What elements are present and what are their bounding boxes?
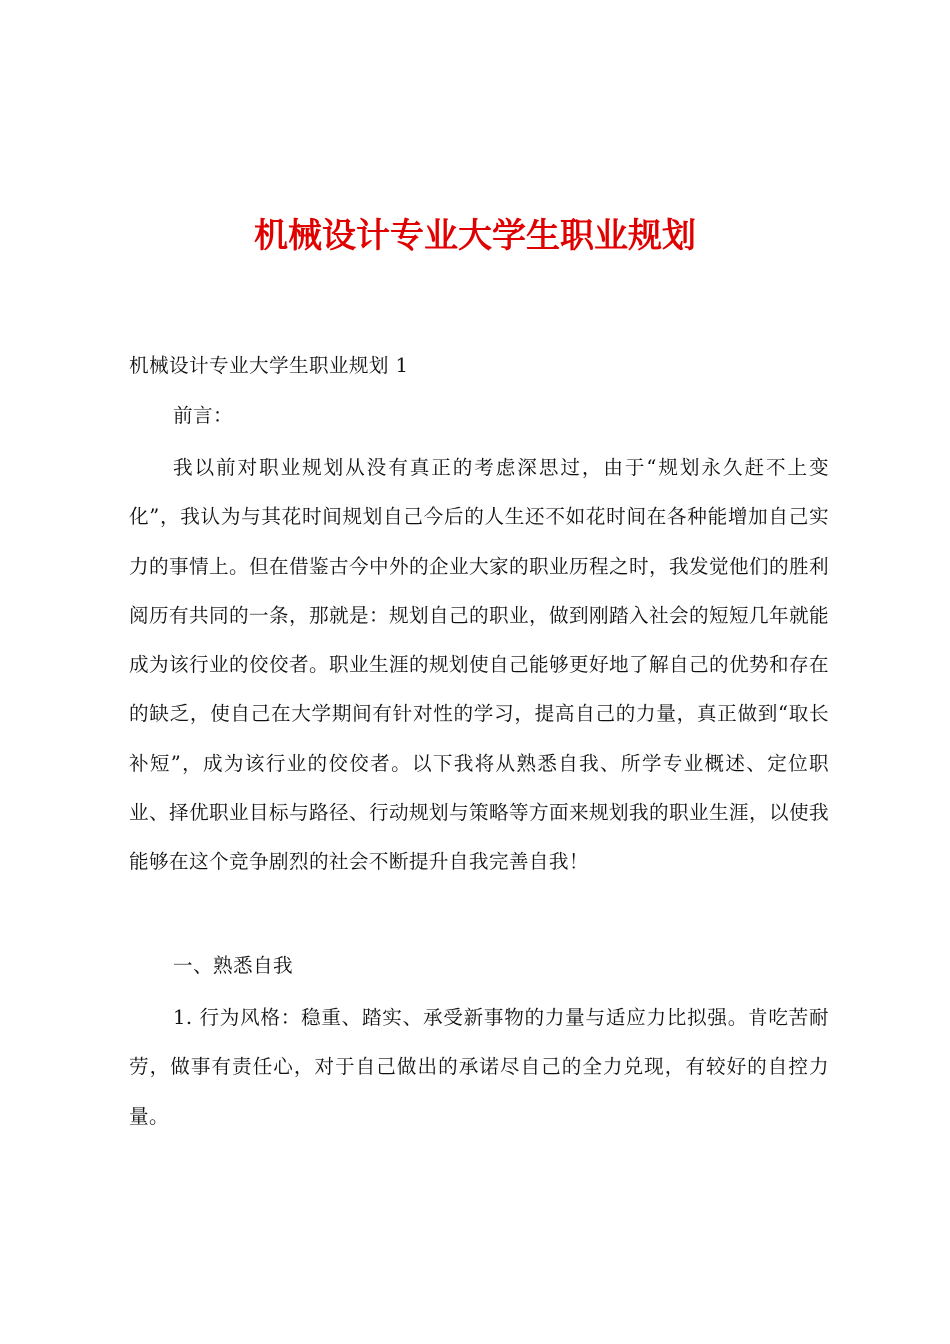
preface-label: 前言： [173,404,233,427]
section-heading: 一、熟悉自我 [173,954,293,977]
document-subtitle: 机械设计专业大学生职业规划 1 [129,354,409,377]
preface-paragraph: 我以前对职业规划从没有真正的考虑深思过，由于“规划永久赶不上变化”，我认为与其花时间规划自己今后的人生还不如花时间在各种能增加自己实力的事情上。但在借鉴古今中外的企业大家的职业历程之时，我发觉他们的胜利阅历有共同的一条，那就是：规划自己的职业，做到刚踏入社会的短短几年就能成为该行业的佼佼者。职业生涯的规划使自己能够更好地了解自己的优势和存在的缺乏，使自己在大学期间有针对性的学习，提高自己的力量，真正做到“取长补短”，成为该行业的佼佼者。以下我将从熟悉自我、所学专业概述、定位职业、择优职业目标与路径、行动规划与策略等方面来规划我的职业生涯，以使我能够在这个竞争剧烈的社会不断提升自我完善自我！ [129,456,829,874]
section-paragraph: 1. 行为风格：稳重、踏实、承受新事物的力量与适应力比拟强。肯吃苦耐劳，做事有责任心，对于自己做出的承诺尽自己的全力兑现，有较好的自控力量。 [129,1006,829,1128]
document-title: 机械设计专业大学生职业规划 [254,216,696,256]
